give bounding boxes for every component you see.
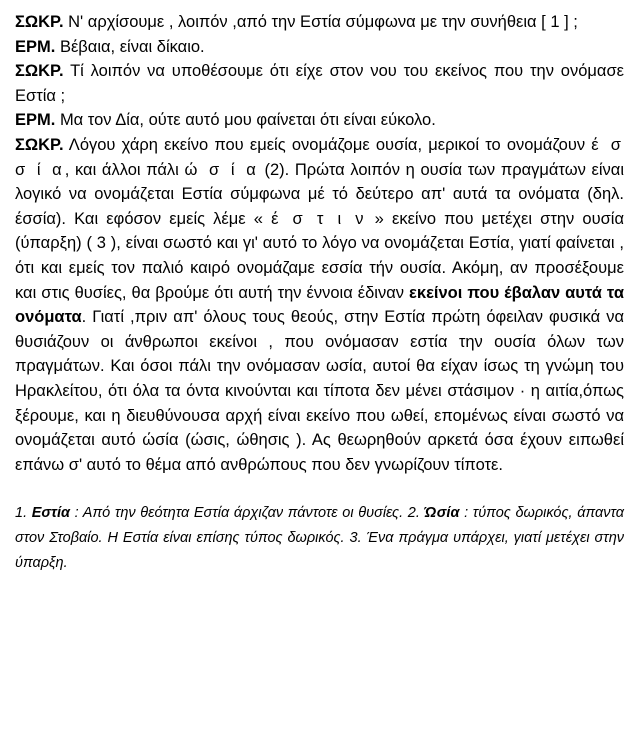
speaker-label: ΣΩΚΡ. — [15, 62, 64, 81]
paragraph-text-part-4: » εκείνο που μετέχει στην ουσία (ύπαρξη) ( 3 ), είναι σωστό και γι' αυτό το λόγο να ονομάζεται Εστία, γιατί φαίνεται , ότι και εμείς τον παλιό καιρό ονομάζαμε εσσία τήν ουσία. Ακόμη, αν προσέξουμε και στις θυσίες, θα βρούμε ότι αυτή την έννοια έδιναν — [15, 209, 624, 302]
speaker-label: ΣΩΚΡ. — [15, 135, 64, 154]
paragraph-text-part-5: . Γιατί ,πριν απ' όλους τους θεούς, στην Εστία πρώτη όφειλαν φυσικά να θυσιάζουν οι άνθρωποι εκείνοι , που ονόμασαν εστία την ουσία όλων των πραγμάτων. Και όσοι πάλι την ονόμασαν ωσία, αυτοί θα είχαν ίσως τη γνώμη του Ηρακλείτου, ότι όλα τα όντα κινούνται και τίποτα δεν μένει στάσιμον · η αιτία,όπως ξέρουμε, και η διευθύνουσα αρχή είναι εκείνο που ωθεί, επομένως είναι σωστό να ονομάζεται αυτό ώσία (ώσις, ώθησις ). Ας θεωρηθούν αρκετά όσα έχουν ειπωθεί επάνω σ' αυτό το θέμα από ανθρώπους που δεν γνωρίζουν τίποτε. — [15, 308, 624, 474]
footnote-term-osia: Ώσία — [424, 505, 460, 522]
dialogue-line-1 — [15, 10, 624, 35]
speaker-label: ΕΡΜ. — [15, 37, 56, 56]
speaker-label: ΣΩΚΡ. — [15, 13, 64, 31]
footnote-number: 1. — [15, 505, 28, 522]
speaker-label: ΕΡΜ. — [15, 111, 56, 130]
dialogue-line-text: Ν' αρχίσουμε , λοιπόν ,από την Εστία σύμφωνα με την συνήθεια [ 1 ] ; — [68, 13, 578, 31]
paragraph-text-part-3: (2). Πρώτα λοιπόν η ουσία των πραγμάτων είναι λογικό να ονομάζεται Εστία σύμφωνα μέ τό δεύτερο απ' αυτά τα ονόματα (δηλ. έσσία). Και εφόσον εμείς λέμε « — [15, 160, 624, 228]
paragraph-text-part-2: , και άλλοι πάλι — [64, 160, 179, 179]
footnote-definition-1: : Από την θεότητα Εστία άρχιζαν πάντοτε οι θυσίες. 2. — [74, 505, 420, 522]
dialogue-line-text: Μα τον Δία, ούτε αυτό μου φαίνεται ότι είναι εύκολο. — [59, 111, 436, 130]
spaced-word-estin: έ σ τ ι ν — [271, 209, 367, 228]
dialogue-line-4 — [15, 108, 624, 133]
dialogue-line-5 — [15, 133, 624, 477]
dialogue-line-2 — [15, 35, 624, 60]
dialogue-line-text: Τί λοιπόν να υποθέσουμε ότι είχε στον νου του εκείνος που την ονόμασε Εστία ; — [15, 62, 624, 105]
spaced-word-osia: ώ σ ί α — [184, 160, 259, 179]
bold-phrase: εκείνοι που έβαλαν αυτά τα ονόματα — [15, 283, 624, 327]
footnotes — [15, 501, 624, 576]
dialogue-text — [15, 10, 624, 477]
footnote-definition-2: : τύπος δωρικός, άπαντα στον Στοβαίο. Η Εστία είναι επίσης τύπος δωρικός. 3. Ένα πράγμα υπάρχει, γιατί μετέχει στην ύπαρξη. — [15, 505, 624, 572]
spaced-word-essia: έ σ σ ί α — [15, 135, 624, 179]
dialogue-line-3 — [15, 59, 624, 108]
paragraph-text-part-1: Λόγου χάρη εκείνο που εμείς ονομάζομε ουσία, μερικοί το ονομάζουν — [68, 135, 586, 154]
footnote-term-estia: Εστία — [31, 505, 70, 522]
dialogue-line-text: Βέβαια, είναι δίκαιο. — [59, 37, 205, 56]
